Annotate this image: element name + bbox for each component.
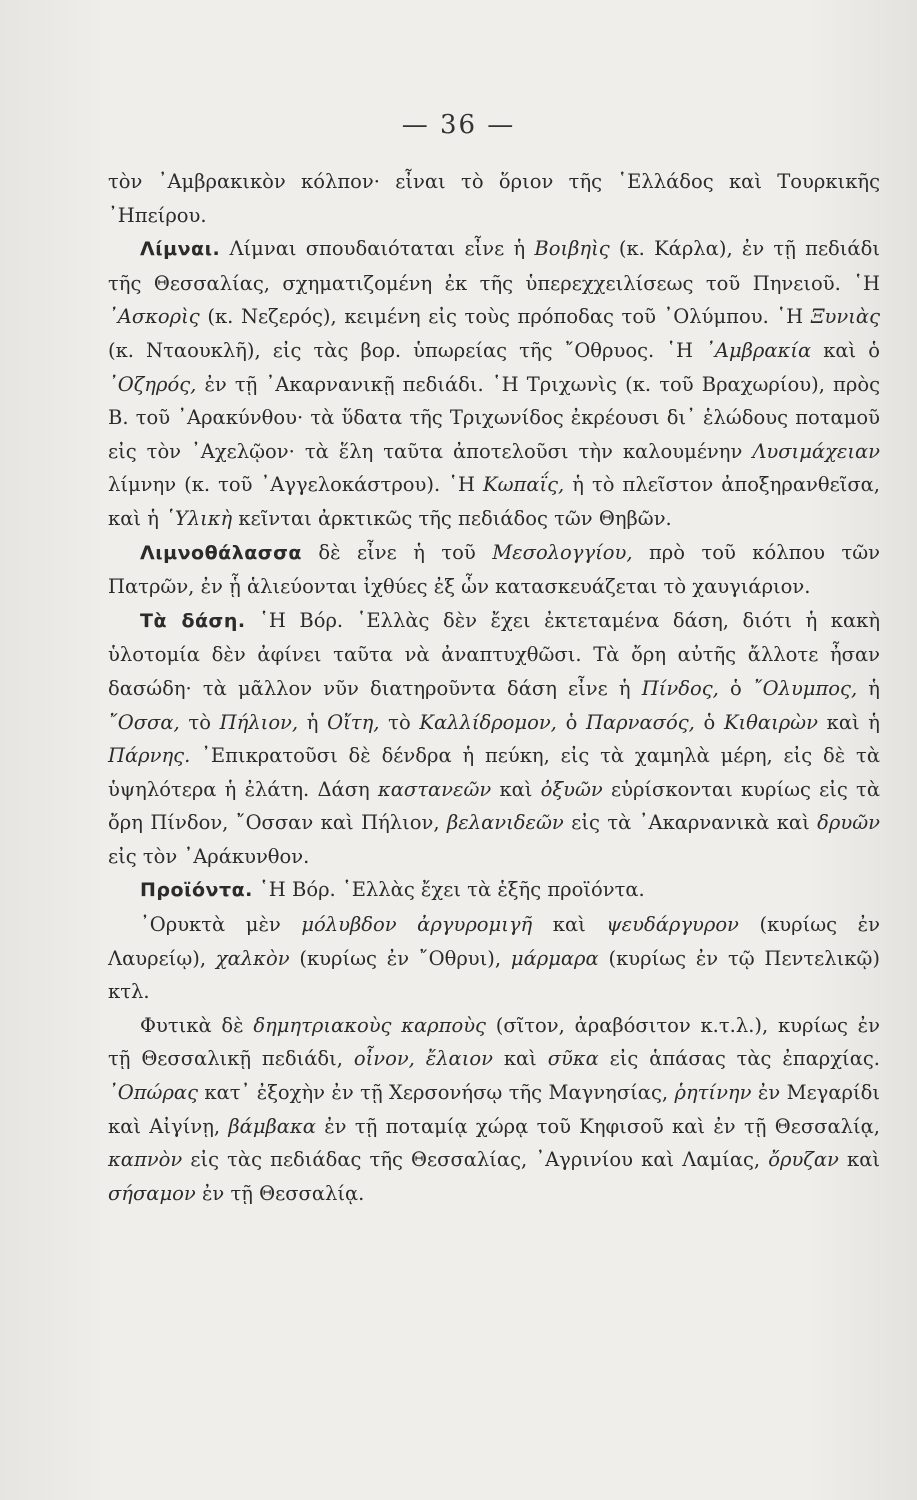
text-run: τὸ (179, 710, 220, 734)
text-run: (σῖτον, ἀραβόσιτον κ.τ.λ.), κυρίως ἐν τῇ Θεσσαλικῇ πεδιάδι, (108, 1013, 880, 1071)
page-number: — 36 — (401, 110, 516, 140)
italic-term: σήσαμον (108, 1181, 196, 1205)
italic-term: Οἴτη, (327, 710, 380, 734)
italic-term: Πήλιον, (219, 710, 299, 734)
italic-term: Κωπαΐς, (483, 473, 565, 497)
text-run: εἰς τὰ ᾽Ακαρνανικὰ καὶ (563, 811, 818, 835)
italic-term: καστανεῶν (377, 777, 492, 801)
text-run: ῾Η Βόρ. ῾Ελλὰς ἔχει τὰ ἑξῆς προϊόντα. (252, 878, 645, 902)
text-run: καὶ (532, 913, 607, 937)
italic-term: ῎Οσσα, (108, 710, 180, 734)
text-run: εἰς ἁπάσας τὰς ἐπαρχίας. (598, 1047, 880, 1071)
text-run: (κ. Νεζερός), κειμένη εἰς τοὺς πρόποδας τοῦ ᾽Ολύμπου. ῾Η (199, 305, 811, 329)
text-run: ἡ (857, 676, 880, 700)
text-run: (κυρίως ἐν Λαυρείῳ), (108, 913, 880, 970)
italic-term: Πάρνης. (108, 744, 191, 768)
italic-term: ῎Ολυμπος, (752, 676, 858, 700)
paragraph-forests (108, 604, 880, 874)
text-run: ἡ τὸ πλεῖστον ἀποξηρανθεῖσα, καὶ ἡ (108, 473, 881, 530)
italic-term: ῥητίνην (674, 1081, 752, 1105)
italic-term: ὄρυζαν (768, 1148, 839, 1172)
italic-term: καπνὸν (108, 1148, 183, 1172)
text-run: εὑρίσκονται κυρίως εἰς τὰ ὄρη Πίνδον, ῎Οσσαν καὶ Πήλιον, (108, 777, 881, 835)
paragraph-plants (108, 1009, 880, 1211)
paragraph-continuation (108, 165, 880, 232)
text-run: ῾Η Βόρ. ῾Ελλὰς δὲν ἔχει ἐκτεταμένα δάση, διότι ἡ κακὴ ὑλοτομία δὲν ἀφίνει ταῦτα νὰ ἀναπτυχθῶσι. Τὰ ὄρη αὐτῆς ἄλλοτε ἦσαν δασώδη· τὰ μᾶλλον νῦν διατηροῦντα δάση εἶνε ἡ (108, 608, 881, 700)
text-run: (κυρίως ἐν ῎Οθρυι), (289, 946, 511, 970)
text-run: ἐν τῇ ᾽Ακαρνανικῇ πεδιάδι. ῾Η Τριχωνὶς (κ. τοῦ Βραχωρίου), πρὸς Β. τοῦ ᾽Αρακύνθου· τὰ ὕδατα τῆς Τριχωνίδος ἐκρέουσι δι᾽ ἑλώδους ποταμοῦ εἰς τὸν ᾽Αχελῷον· τὰ ἕλη ταῦτα ἀποτελοῦσι τὴν καλουμένην (108, 372, 880, 463)
italic-term: ᾽Οζηρός, (108, 372, 197, 396)
text-run: (κ. Νταουκλῆ), εἰς τὰς βορ. ὑπωρείας τῆς ῎Οθρυος. ῾Η (108, 338, 706, 362)
text-run: ὁ (556, 710, 586, 734)
section-heading-lagoon: Λιμνοθάλασσα (140, 541, 302, 564)
paragraph-text: τὸν ᾽Αμβρακικὸν κόλπον· εἶναι τὸ ὅριον τῆς ῾Ελλάδος καὶ Τουρκικῆς ᾽Ηπείρου. (108, 170, 880, 227)
paragraph-lakes (108, 232, 880, 535)
italic-term: Κιθαιρὼν (723, 710, 818, 734)
italic-term: Λυσιμάχειαν (752, 439, 880, 463)
section-heading-forests: Τὰ δάση. (140, 609, 246, 632)
paragraph-minerals (108, 908, 880, 1009)
page-text (108, 165, 880, 1210)
text-run: καὶ (491, 777, 541, 801)
text-run: Λίμναι σπουδαιόταται εἶνε ἡ (220, 237, 535, 261)
text-run: λίμνην (κ. τοῦ ᾽Αγγελοκάστρου). ῾Η (108, 473, 484, 497)
text-run: ᾽Ορυκτὰ μὲν (140, 913, 302, 937)
italic-term: Παρνασός, (586, 710, 695, 734)
italic-term: ᾽Οπώρας (108, 1081, 199, 1105)
italic-term: Μεσολογγίου, (492, 540, 633, 564)
italic-term: ᾽Ασκορὶς (108, 305, 200, 329)
text-run: Φυτικὰ δὲ (140, 1013, 254, 1037)
text-run: ἐν τῇ ποταμίᾳ χώρᾳ τοῦ Κηφισοῦ καὶ ἐν τῇ Θεσσαλίᾳ, (315, 1114, 880, 1138)
text-run: καὶ ἡ (817, 710, 880, 734)
italic-term: ᾽Αμβρακία (705, 338, 812, 362)
text-run: (κυρίως ἐν τῷ Πεντελικῷ) κτλ. (108, 946, 880, 1004)
text-run: πρὸ τοῦ κόλπου τῶν Πατρῶν, ἐν ᾗ ἁλιεύονται ἰχθύες ἐξ ὧν κατασκευάζεται τὸ χαυγιάριον. (108, 540, 881, 599)
text-run: ὁ (694, 710, 724, 734)
italic-term: Βοιβηὶς (534, 237, 610, 261)
italic-term: βελανιδεῶν (447, 811, 564, 835)
text-run: τὸ (379, 710, 420, 734)
text-run: ἐν Μεγαρίδι καὶ Αἰγίνῃ, (108, 1081, 880, 1138)
italic-term: βάμβακα (228, 1114, 316, 1138)
italic-term: δρυῶν (817, 811, 880, 835)
italic-term: μόλυβδον ἀργυρομιγῆ (301, 913, 533, 937)
text-run: εἰς τὰς πεδιάδας τῆς Θεσσαλίας, ᾽Αγρινίου καὶ Λαμίας, (182, 1148, 769, 1172)
section-heading-lakes: Λίμναι. (140, 238, 221, 261)
text-run: ᾽Επικρατοῦσι δὲ δένδρα ἡ πεύκη, εἰς τὰ χαμηλὰ μέρη, εἰς δὲ τὰ ὑψηλότερα ἡ ἐλάτη. Δάση (108, 744, 880, 801)
italic-term: δημητριακοὺς καρποὺς (253, 1013, 486, 1037)
paragraph-products (108, 873, 880, 908)
italic-term: ῾Υλικὴ (165, 506, 233, 530)
text-run: ὁ (718, 676, 753, 700)
italic-term: Καλλίδρομον, (419, 710, 557, 734)
italic-term: σῦκα (547, 1047, 599, 1071)
text-run: κατ᾽ ἐξοχὴν ἐν τῇ Χερσονήσῳ τῆς Μαγνησίας, (198, 1081, 675, 1105)
italic-term: ὀξυῶν (540, 777, 603, 801)
italic-term: ψευδάργυρον (606, 913, 739, 937)
text-run: εἰς τὸν ᾽Αράκυνθον. (108, 844, 310, 868)
text-run: κεῖνται ἀρκτικῶς τῆς πεδιάδος τῶν Θηβῶν. (232, 506, 672, 530)
italic-term: Πίνδος, (641, 676, 719, 700)
text-run: δὲ εἶνε ἡ τοῦ (301, 540, 493, 564)
text-run: ἡ (298, 710, 328, 734)
italic-term: χαλκὸν (215, 946, 290, 970)
text-run: καὶ (492, 1047, 548, 1071)
text-run: καὶ (838, 1148, 881, 1172)
text-run: (κ. Κάρλα), ἐν τῇ πεδιάδι τῆς Θεσσαλίας, σχηματιζομένη ἐκ τῆς ὑπερεχχειλίσεως τοῦ Πηνειοῦ. ῾Η (108, 237, 880, 295)
section-heading-products: Προϊόντα. (140, 879, 253, 902)
text-run: ἐν τῇ Θεσσαλίᾳ. (195, 1181, 365, 1205)
text-run: καὶ ὁ (811, 338, 881, 362)
paragraph-lagoon (108, 536, 880, 604)
italic-term: οἶνον, ἔλαιον (353, 1047, 493, 1071)
italic-term: μάρμαρα (510, 946, 599, 970)
italic-term: Ξυνιὰς (810, 305, 880, 329)
